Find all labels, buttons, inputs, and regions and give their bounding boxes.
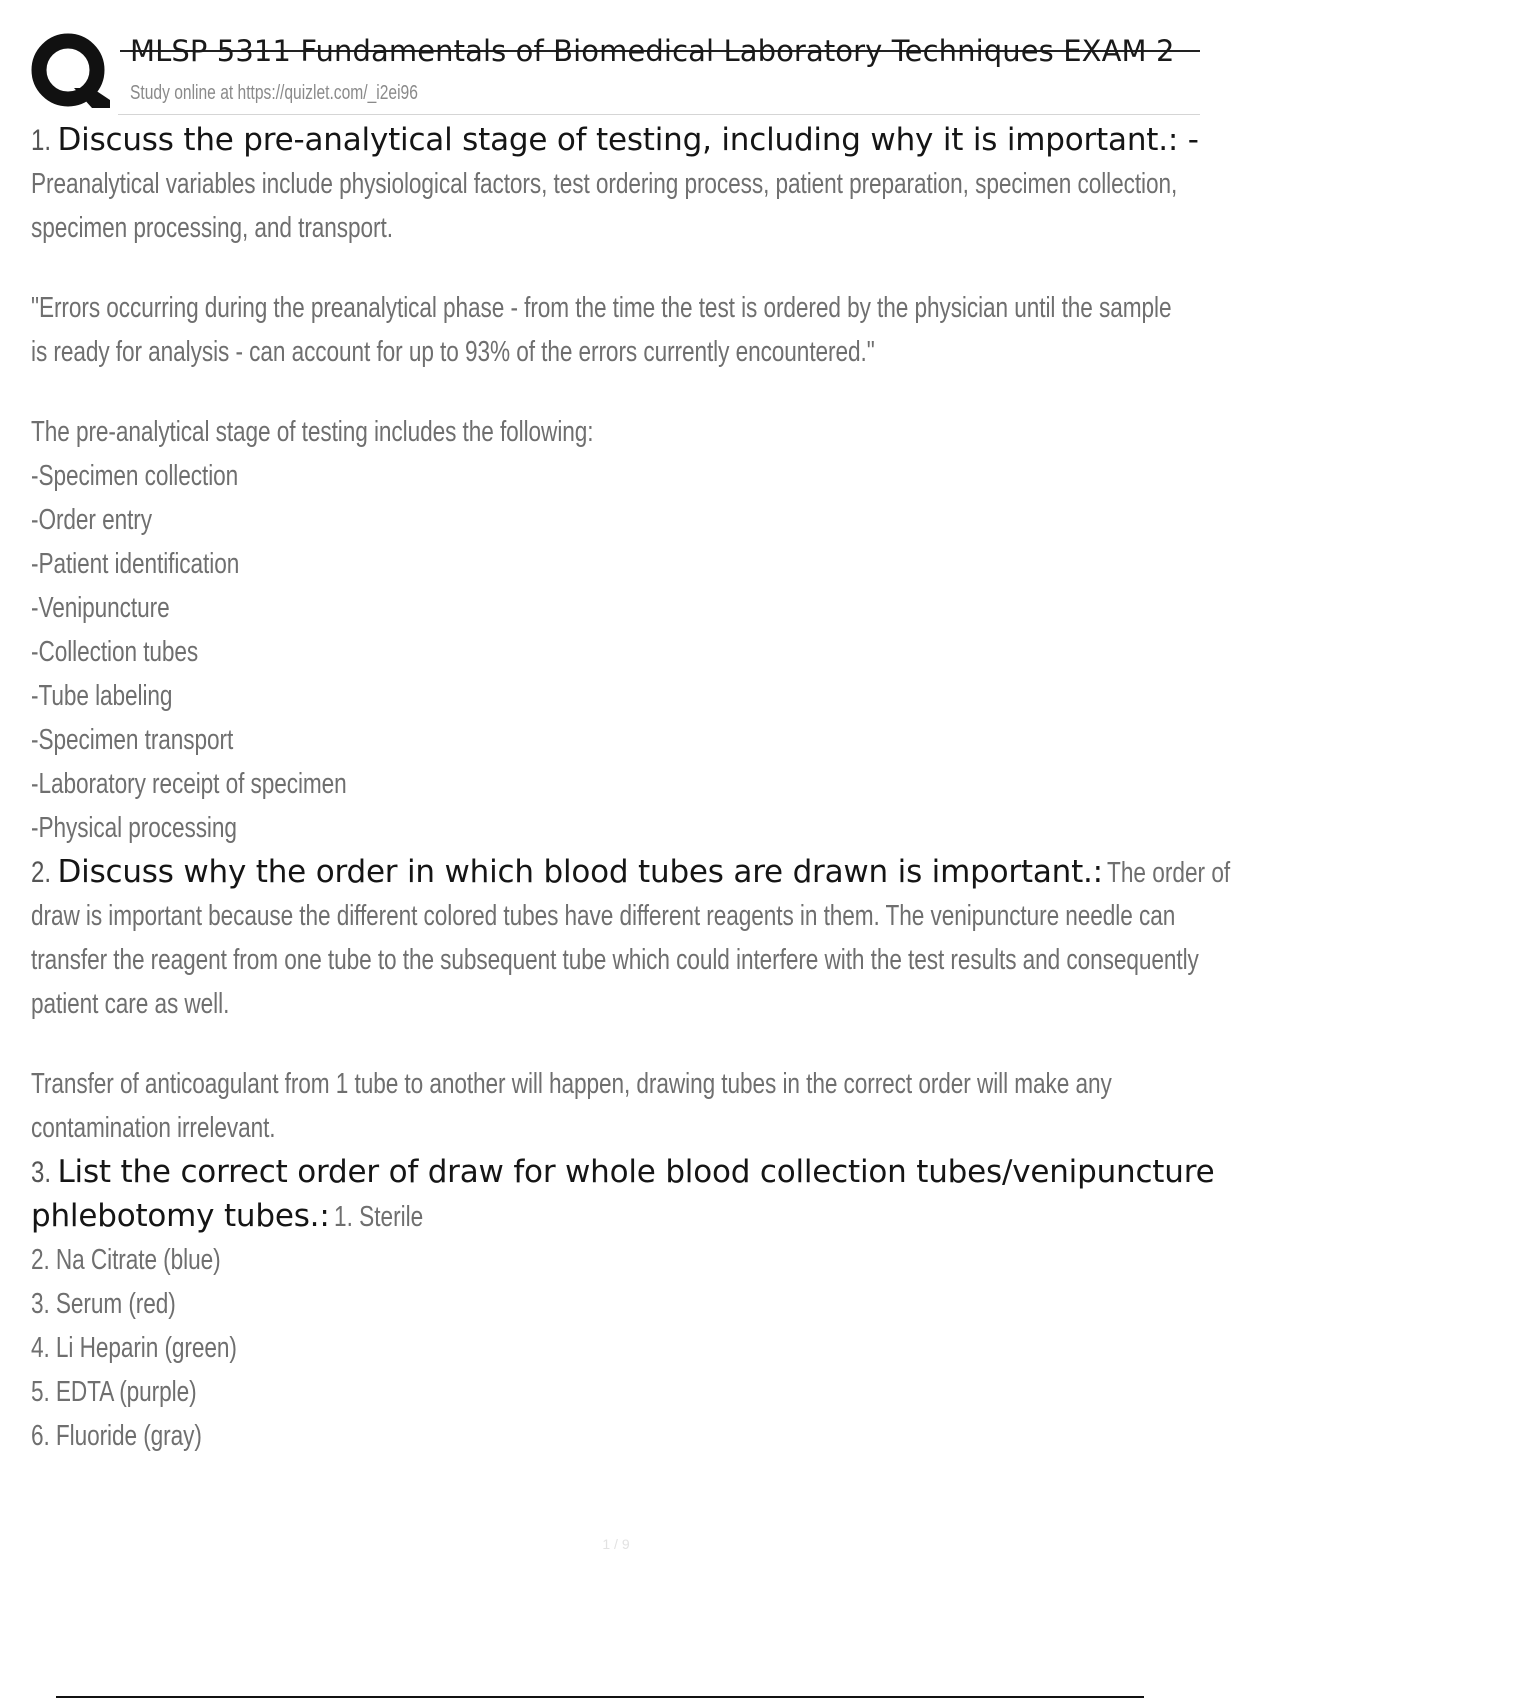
list-item: 6. Fluoride (gray) bbox=[31, 1420, 202, 1452]
answer-line: specimen processing, and transport. bbox=[31, 212, 393, 244]
flashcard-content bbox=[31, 118, 1231, 1458]
question-text: Discuss why the order in which blood tubes are drawn is important.: bbox=[57, 854, 1103, 890]
answer-line: "Errors occurring during the preanalytical phase - from the time the test is ordered by the physician until the sample bbox=[31, 292, 1172, 324]
paragraph-gap bbox=[31, 250, 1200, 286]
answer-line: transfer the reagent from one tube to the subsequent tube which could interfere with the test results and consequently bbox=[31, 944, 1199, 976]
list-item: 3. Serum (red) bbox=[31, 1288, 176, 1320]
list-item: 5. EDTA (purple) bbox=[31, 1376, 197, 1408]
list-item: -Collection tubes bbox=[31, 636, 199, 668]
list-item: 4. Li Heparin (green) bbox=[31, 1332, 237, 1364]
answer-inline: 1. Sterile bbox=[334, 1201, 424, 1233]
question-1 bbox=[31, 118, 1200, 162]
question-3-continued bbox=[31, 1194, 1200, 1238]
question-text: List the correct order of draw for whole blood collection tubes/venipuncture bbox=[57, 1154, 1215, 1190]
question-number: 3. bbox=[31, 1156, 52, 1189]
answer-line: The pre-analytical stage of testing includes the following: bbox=[31, 416, 594, 448]
header-divider bbox=[118, 114, 1200, 115]
question-text: Discuss the pre-analytical stage of testing, including why it is important.: - bbox=[57, 122, 1199, 158]
list-item: -Laboratory receipt of specimen bbox=[31, 768, 347, 800]
study-online-link[interactable]: Study online at https://quizlet.com/_i2ei96 bbox=[130, 82, 418, 104]
list-item: -Venipuncture bbox=[31, 592, 170, 624]
paragraph-gap bbox=[31, 374, 1200, 410]
answer-line: patient care as well. bbox=[31, 988, 230, 1020]
paragraph-gap bbox=[31, 1026, 1200, 1062]
question-number: 1. bbox=[31, 124, 52, 157]
page-number: 1 / 9 bbox=[602, 1536, 630, 1552]
document-header bbox=[0, 0, 1200, 118]
document-title: MLSP 5311 Fundamentals of Biomedical Laboratory Techniques EXAM 2 bbox=[130, 34, 1175, 68]
answer-inline: The order of bbox=[1107, 857, 1231, 889]
list-item: -Physical processing bbox=[31, 812, 237, 844]
list-item: -Order entry bbox=[31, 504, 152, 536]
question-text: phlebotomy tubes.: bbox=[31, 1198, 330, 1234]
list-item: -Specimen collection bbox=[31, 460, 239, 492]
footer-divider bbox=[56, 1696, 1144, 1698]
answer-line: contamination irrelevant. bbox=[31, 1112, 276, 1144]
answer-line: draw is important because the different colored tubes have different reagents in them. The venipuncture needle can bbox=[31, 900, 1176, 932]
quizlet-logo-icon bbox=[30, 30, 110, 114]
list-item: -Tube labeling bbox=[31, 680, 173, 712]
list-item: -Specimen transport bbox=[31, 724, 234, 756]
answer-line: Transfer of anticoagulant from 1 tube to another will happen, drawing tubes in the correct order will make any bbox=[31, 1068, 1112, 1100]
question-3 bbox=[31, 1150, 1215, 1194]
question-number: 2. bbox=[31, 856, 52, 889]
answer-line: Preanalytical variables include physiological factors, test ordering process, patient preparation, specimen collection, bbox=[31, 168, 1178, 200]
question-2 bbox=[31, 850, 1231, 894]
list-item: 2. Na Citrate (blue) bbox=[31, 1244, 221, 1276]
list-item: -Patient identification bbox=[31, 548, 240, 580]
answer-line: is ready for analysis - can account for up to 93% of the errors currently encountered." bbox=[31, 336, 875, 368]
